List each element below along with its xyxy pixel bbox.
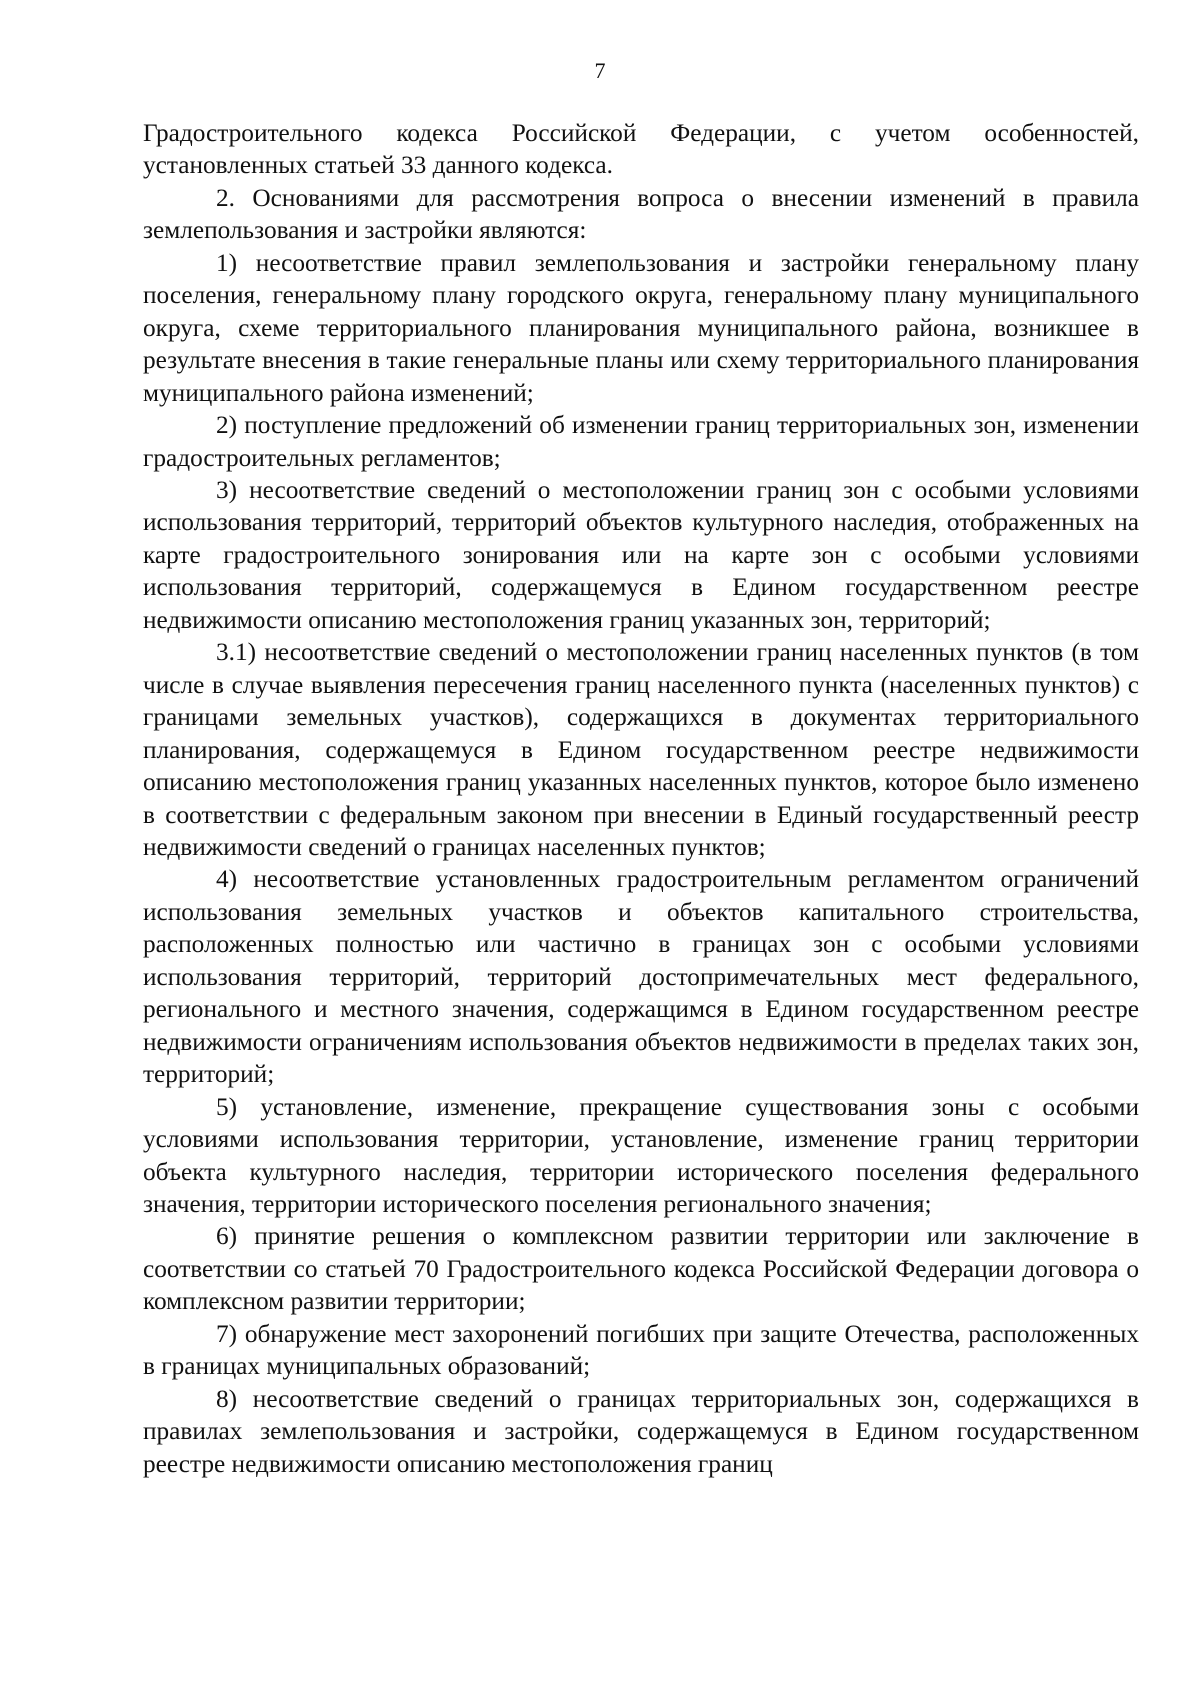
list-item-6: 6) принятие решения о комплексном развитии территории или заключение в соответствии со статьей 70 Градостроительного кодекса Российской Федерации договора о комплексном развитии территории; [143,1222,1139,1316]
list-item-1: 1) несоответствие правил землепользования и застройки генеральному плану поселения, генеральному плану городского округа, генеральному плану муниципального округа, схеме территориального планирования муниципального района, возникшее в результате внесения в такие генеральные планы или схему территориального планирования муниципального района изменений; [143,248,1139,407]
document-body [143,117,1139,1480]
list-item-7: 7) обнаружение мест захоронений погибших при защите Отечества, расположенных в границах муниципальных образований; [143,1319,1139,1381]
list-item-5: 5) установление, изменение, прекращение существования зоны с особыми условиями использования территории, установление, изменение границ территории объекта культурного наследия, территории исторического поселения федерального значения, территории исторического поселения регионального значения; [143,1092,1139,1218]
page-number: 7 [594,58,606,83]
list-item-2: 2) поступление предложений об изменении границ территориальных зон, изменении градостроительных регламентов; [143,411,1139,472]
paragraph-continuation: Градостроительного кодекса Российской Федерации, с учетом особенностей, установленных статьей 33 данного кодекса. [143,119,1139,180]
list-item-4: 4) несоответствие установленных градостроительным регламентом ограничений использования земельных участков и объектов капитального строительства, расположенных полностью или частично в границах зон с особыми условиями использования территорий, территорий достопримечательных мест федерального, регионального и местного значения, содержащимся в Едином государственном реестре недвижимости ограничениям использования объектов недвижимости в пределах таких зон, территорий; [143,865,1139,1089]
paragraph-item-2: 2. Основаниями для рассмотрения вопроса о внесении изменений в правила землепользования и застройки являются: [143,183,1139,245]
list-item-3-1: 3.1) несоответствие сведений о местоположении границ населенных пунктов (в том числе в случае выявления пересечения границ населенного пункта (населенных пунктов) с границами земельных участков), содержащихся в документах территориального планирования, содержащемуся в Едином государственном реестре недвижимости описанию местоположения границ указанных населенных пунктов, которое было изменено в соответствии с федеральным законом при внесении в Единый государственный реестр недвижимости сведений о границах населенных пунктов; [143,638,1139,861]
list-item-8: 8) несоответствие сведений о границах территориальных зон, содержащихся в правилах землепользования и застройки, содержащемуся в Едином государственном реестре недвижимости описанию местоположения границ [143,1384,1139,1478]
list-item-3: 3) несоответствие сведений о местоположении границ зон с особыми условиями использования территорий, территорий объектов культурного наследия, отображенных на карте градостроительного зонирования или на карте зон с особыми условиями использования территорий, содержащемуся в Едином государственном реестре недвижимости описанию местоположения границ указанных зон, территорий; [143,475,1139,634]
